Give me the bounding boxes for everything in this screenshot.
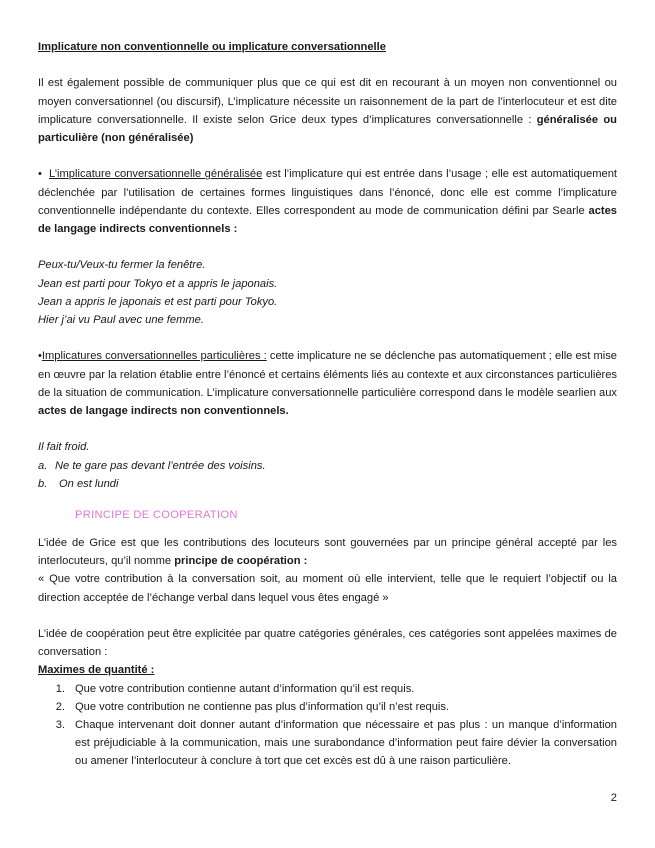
cooperation-bold: principe de coopération : — [174, 555, 308, 568]
cooperation-quote: « Que votre contribution à la conversation soit, au moment où elle intervient, telle que le requiert l’objectif ou la direction acceptée de l’échange verbal dans lequel vous êtes engagé » — [38, 573, 617, 604]
list-item — [38, 716, 617, 771]
page-number: 2 — [610, 792, 617, 804]
categories-paragraph: L’idée de coopération peut être explicitée par quatre catégories générales, ces catégories sont appelées maximes de conversation : — [38, 628, 617, 659]
cooperation-text: L’idée de Grice est que les contributions des locuteurs sont gouvernées par un principe général accepté par les interlocuteurs, qu’il nomme — [38, 537, 617, 568]
example-line: Jean est parti pour Tokyo et a appris le japonais. — [38, 277, 278, 290]
generalised-term: L’implicature conversationnelle généralisée — [48, 168, 263, 181]
item-text: Chaque intervenant doit donner autant d’information que nécessaire et pas plus : un manque d’information est préjudiciable à la communication, mais une surabondance d’information peut faire dévier la conversation ou amener l’interlocuteur à conclure à tort que cet excès est dû à une raison particulière. — [75, 719, 617, 768]
example-label: a. — [38, 459, 48, 472]
item-text: Que votre contribution contienne autant d’information qu’il est requis. — [75, 682, 415, 695]
maxims-title: Maximes de quantité : — [38, 664, 155, 677]
example-text: On est lundi — [59, 477, 119, 490]
intro-text: Il est également possible de communiquer plus que ce qui est dit en recourant à un moyen non conventionnel ou moyen conversationnel (ou discursif), L’implicature nécessite un raisonnement de la part de l’interlocuteur et est dite implicature conversationnelle. Il existe selon Grice deux types d’implicatures conversationnelle : — [38, 77, 617, 126]
bullet: • — [38, 168, 42, 181]
particular-text: cette implicature ne se déclenche pas automatiquement ; elle est mise en œuvre par la relation établie entre l’énoncé et certains éléments liés au contexte et aux circonstances particulières de la situation de communication. L’implicature conversationnelle particulière correspond dans le modèle searlien aux — [38, 350, 617, 399]
item-number: 1. — [55, 682, 65, 695]
document-page — [38, 38, 617, 771]
list-item — [38, 698, 617, 716]
example-line: Hier j’ai vu Paul avec une femme. — [38, 314, 204, 326]
intro-paragraph — [38, 74, 617, 147]
item-number: 2. — [55, 700, 65, 713]
bullet: • — [38, 350, 42, 363]
cooperation-paragraph — [38, 534, 617, 570]
example-label: b. — [38, 477, 48, 490]
intro-bold: généralisée ou particulière (non généralisée) — [38, 113, 617, 144]
generalised-text: est l’implicature qui est entrée dans l’usage ; elle est automatiquement déclenchée par l’utilisation de certaines formes linguistiques dans l’énoncé, donc elle est comme l’implicature conventionnelle indépendante du contexte. Elles correspondent au mode de communication défini par Searle — [38, 168, 617, 217]
maxims-list — [38, 680, 617, 771]
example-line: Peux-tu/Veux-tu fermer la fenêtre. — [38, 259, 206, 272]
item-number: 3. — [55, 719, 65, 732]
section-heading: Implicature non conventionnelle ou implicature conversationnelle — [38, 41, 386, 53]
example-intro: Il fait froid. — [38, 441, 90, 454]
example-text: Ne te gare pas devant l’entrée des voisins. — [55, 459, 266, 472]
generalised-bold: actes de langage indirects conventionnels : — [38, 204, 617, 235]
particular-bold: actes de langage indirects non conventionnels. — [38, 405, 289, 417]
list-item — [38, 680, 617, 698]
section-title: PRINCIPE DE COOPERATION — [75, 509, 238, 521]
generalised-paragraph — [38, 165, 617, 238]
example-line: Jean a appris le japonais et est parti pour Tokyo. — [38, 295, 278, 308]
example-item — [38, 475, 617, 493]
example-item — [38, 457, 617, 475]
item-text: Que votre contribution ne contienne pas plus d’information qu’il n’est requis. — [75, 700, 450, 713]
particular-paragraph — [38, 347, 617, 420]
particular-term: Implicatures conversationnelles particulières : — [41, 350, 267, 363]
